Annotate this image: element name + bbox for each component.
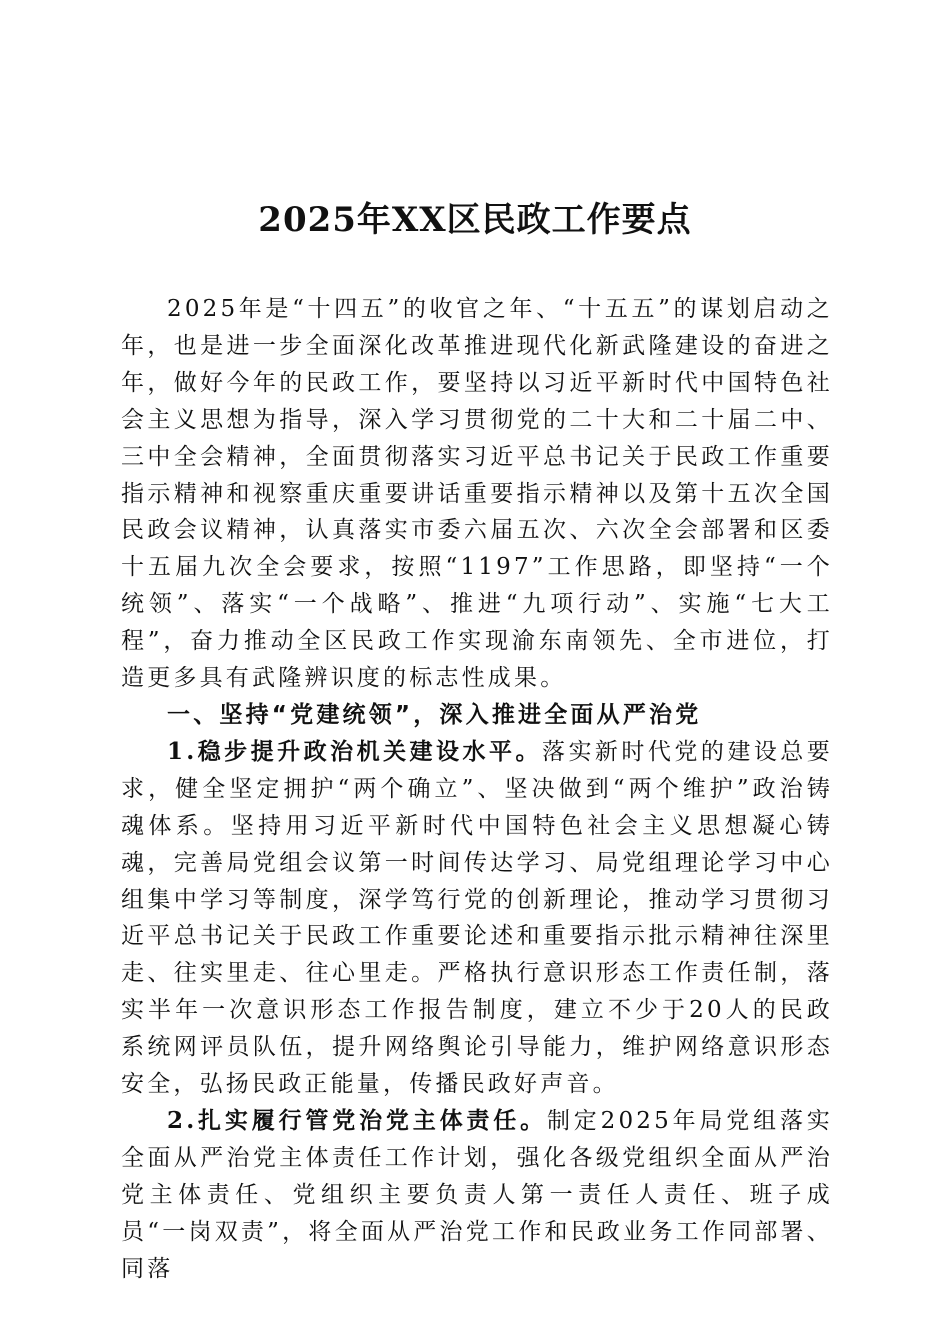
section-heading-1: 一、坚持“党建统领”，深入推进全面从严治党 — [167, 701, 702, 728]
document-body — [121, 291, 833, 1287]
document-title: 2025年XX区民政工作要点 — [258, 200, 692, 240]
item-2-lead: 2.扎实履行管党治党主体责任。 — [167, 1106, 547, 1134]
item-1-paragraph — [121, 734, 833, 1103]
item-2-paragraph — [121, 1103, 833, 1288]
item-1-text: 落实新时代党的建设总要求，健全坚定拥护“两个确立”、坚决做到“两个维护”政治铸魂体系。坚持用习近平新时代中国特色社会主义思想凝心铸魂，完善局党组会议第一时间传达学习、局党组理论学习中心组集中学习等制度，深学笃行党的创新理论，推动学习贯彻习近平总书记关于民政工作重要论述和重要指示批示精神往深里走、往实里走、往心里走。严格执行意识形态工作责任制，落实半年一次意识形态工作报告制度，建立不少于20人的民政系统网评员队伍，提升网络舆论引导能力，维护网络意识形态安全，弘扬民政正能量，传播民政好声音。 — [121, 738, 833, 1098]
item-2-text: 制定2025年局党组落实全面从严治党主体责任工作计划，强化各级党组织全面从严治党主体责任、党组织主要负责人第一责任人责任、班子成员“一岗双责”，将全面从严治党工作和民政业务工作同部署、同落 — [121, 1107, 833, 1282]
intro-paragraph: 2025年是“十四五”的收官之年、“十五五”的谋划启动之年，也是进一步全面深化改革推进现代化新武隆建设的奋进之年，做好今年的民政工作，要坚持以习近平新时代中国特色社会主义思想为指导，深入学习贯彻党的二十大和二十届二中、三中全会精神，全面贯彻落实习近平总书记关于民政工作重要指示精神和视察重庆重要讲话重要指示精神以及第十五次全国民政会议精神，认真落实市委六届五次、六次全会部署和区委十五届九次全会要求，按照“1197”工作思路，即坚持“一个统领”、落实“一个战略”、推进“九项行动”、实施“七大工程”，奋力推动全区民政工作实现渝东南领先、全市进位，打造更多具有武隆辨识度的标志性成果。 — [121, 296, 833, 692]
item-1-lead: 1.稳步提升政治机关建设水平。 — [167, 737, 542, 765]
